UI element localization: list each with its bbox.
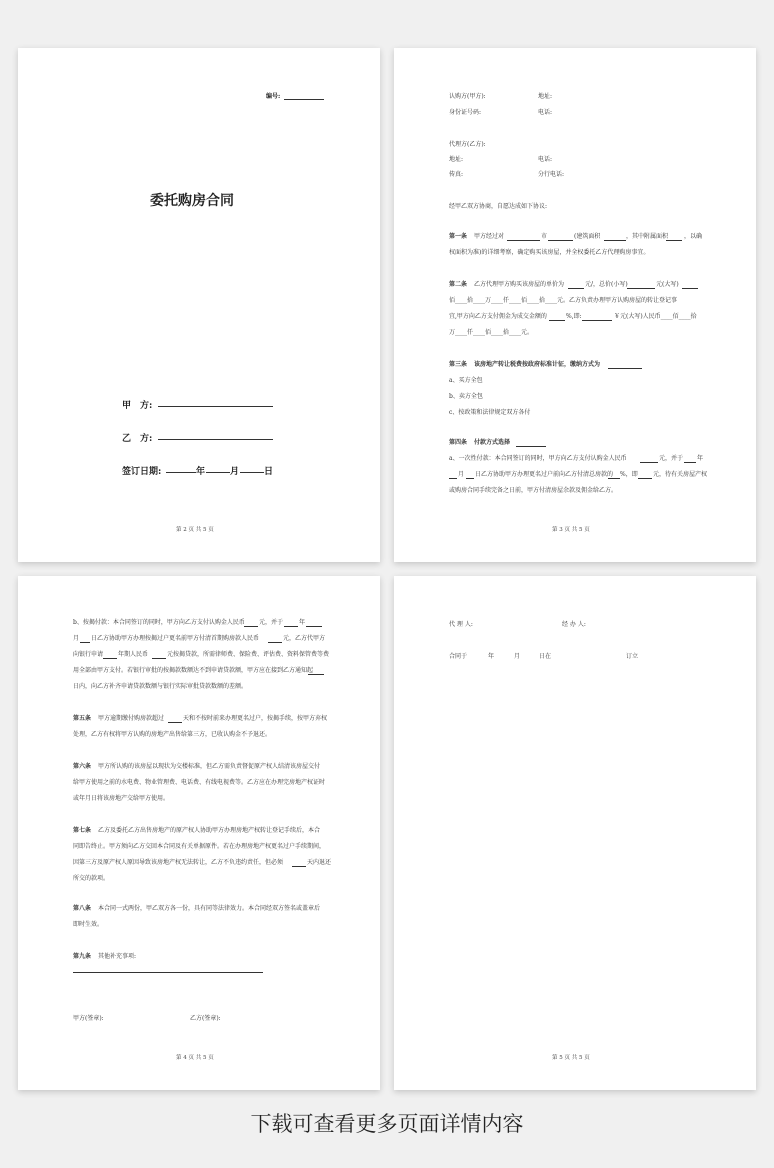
option-b-text: 年 (299, 619, 306, 626)
blank-line (284, 626, 298, 627)
buyer-address-label: 地址: (538, 93, 553, 100)
article-4-text: 日乙方协助甲方办理更名过户前向乙方付清总房款的 (475, 471, 614, 478)
blank-line (549, 320, 565, 321)
supplement-line (73, 972, 263, 973)
article-2-text: 乙方代理甲方购买该房屋的单价为 (474, 281, 565, 288)
article-7-text: 同即告终止。甲方须向乙方交回本合同及有关单据原件。若在办理房地产权更名过户手续期间， (73, 843, 326, 850)
buyer-label: 认购方(甲方): (449, 93, 486, 100)
blank-line (640, 462, 658, 463)
article-5-text: 天和不按时前来办理更名过户，按揭手续，按甲方弃权 (183, 715, 328, 722)
article-2-text: ￥元(大写)人民币____佰____拾 (614, 313, 697, 320)
buyer-phone-label: 电话: (538, 109, 553, 116)
article-8-text: 本合同一式两份，甲乙双方各一份，具有同等法律效力。本合同经双方签名或盖章后 (98, 905, 321, 912)
article-2-title: 第二条 (449, 281, 468, 288)
contract-title: 委托购房合同 (150, 193, 234, 209)
article-4-text: 或购房合同手续完备之日前，甲方付清房屋余款及佣金给乙方。 (449, 487, 618, 494)
blank-line (568, 288, 584, 289)
option-b-text: 日内，向乙方补齐申请贷款数额与银行实际审批贷款数额的差额。 (73, 683, 248, 690)
date-year: 年 (488, 653, 495, 660)
blank-line (292, 866, 306, 867)
contract-number-line (284, 99, 324, 100)
option-b-text: 元，并于 (259, 619, 284, 626)
sign-year-label: 年 (196, 467, 206, 477)
article-4-text: 元，待有关房屋产权 (653, 471, 708, 478)
blank-line (152, 658, 166, 659)
article-7-title: 第七条 (73, 827, 92, 834)
article-3-text: 该房地产转让税费按政府标准计征，缴纳方式为 (474, 361, 601, 368)
article-4-text: 月 (458, 471, 465, 478)
branch-phone-label: 分行电话: (538, 171, 565, 178)
option-b-text: 用全部由甲方支付。若银行审批的按揭款数额达不到申请贷款额，甲方应在接到乙方通知起 (73, 667, 314, 674)
article-7-text: 因第三方及原产权人原因导致该房地产权无法转让，乙方不负违约责任，但必须 (73, 859, 284, 866)
blank-line (604, 240, 626, 241)
option-b-text: 年期人民币 (118, 651, 149, 658)
party-a-label: 甲 方: (122, 401, 153, 411)
blank-line (582, 320, 612, 321)
article-9-text: 其他补充事项: (98, 953, 137, 960)
id-number-label: 身份证号码: (449, 109, 482, 116)
blank-line (306, 626, 322, 627)
article-1-title: 第一条 (449, 233, 468, 240)
article-8-title: 第八条 (73, 905, 92, 912)
article-3-option-a: a、买方全包 (449, 377, 483, 384)
blank-line (666, 240, 682, 241)
blank-line (168, 722, 182, 723)
party-b-line (158, 439, 273, 440)
fax-label: 传真: (449, 171, 464, 178)
article-3-title: 第三条 (449, 361, 468, 368)
date-prefix: 合同于 (449, 653, 468, 660)
article-8-text: 即时生效。 (73, 921, 104, 928)
page-footer: 第 3 页 共 5 页 (552, 527, 590, 533)
blank-line (80, 642, 90, 643)
page-2 (18, 48, 380, 562)
article-6-text: 或年月日将该房地产交给甲方使用。 (73, 795, 170, 802)
contract-number-label: 编号: (266, 93, 281, 100)
article-5-text: 处理，乙方有权将甲方认购的房地产出售给第三方，已收认购金不予退还。 (73, 731, 272, 738)
agent-label: 代理方(乙方): (449, 141, 486, 148)
article-4-text: 年 (697, 455, 704, 462)
article-2-text: 佰____拾____万____仟____佰____拾____元。乙方负责办理甲方认购房屋的转让登记事 (449, 297, 678, 304)
blank-line (608, 368, 642, 369)
article-5-title: 第五条 (73, 715, 92, 722)
article-1-text: (建筑面积 (574, 233, 601, 240)
page-footer: 第 2 页 共 5 页 (176, 527, 214, 533)
party-a-line (158, 406, 273, 407)
article-2-text: 宜,甲方向乙方支付佣金为成交金额的 (449, 313, 547, 320)
download-caption: 下载可查看更多页面详情内容 (250, 1112, 524, 1136)
sign-party-b: 乙方(签章): (190, 1015, 221, 1022)
page-3 (394, 48, 756, 562)
page-5 (394, 576, 756, 1090)
article-1-text: 市 (541, 233, 548, 240)
agent-phone-label: 电话: (538, 156, 553, 163)
option-b-text: 向银行申请 (73, 651, 104, 658)
article-1-text: 甲方经过对 (474, 233, 505, 240)
blank-line (627, 288, 655, 289)
article-7-text: 乙方及委托乙方出售房地产的原产权人协助甲方办理房地产权转让登记手续后，本合 (98, 827, 321, 834)
sign-day-label: 日 (264, 467, 274, 477)
option-b-text: 元按揭贷款，所需律师费、保险费、评估费、资料保管费等费 (167, 651, 330, 658)
blank-line (244, 626, 258, 627)
sign-party-a: 甲方(签章): (73, 1015, 104, 1022)
article-4-text: 付款方式选择 (474, 439, 511, 446)
blank-line (548, 240, 573, 241)
sign-month-label: 月 (230, 467, 240, 477)
blank-line (608, 478, 620, 479)
article-2-text: 元/，总价(小写) (585, 281, 628, 288)
blank-line (638, 478, 652, 479)
sign-year-line (166, 472, 196, 473)
date-day-place: 日在 (539, 653, 552, 660)
sign-month-line (206, 472, 230, 473)
blank-line (507, 240, 540, 241)
article-7-text: 所交的款项。 (73, 875, 110, 882)
article-1-text: ，其中附属面积 (626, 233, 669, 240)
article-9-title: 第九条 (73, 953, 92, 960)
intro-text: 经甲乙双方协商，自愿达成如下协议: (449, 203, 548, 210)
blank-line (449, 478, 457, 479)
article-3-option-b: b、卖方全包 (449, 393, 483, 400)
article-4-text: %，即 (620, 471, 638, 478)
blank-line (308, 674, 324, 675)
article-3-option-c: c、按政策和法律规定双方各付 (449, 409, 531, 416)
article-1-text: ，以确 (684, 233, 703, 240)
sign-date-label: 签订日期: (122, 467, 162, 477)
article-2-text: 万____仟____佰____拾____元。 (449, 329, 534, 336)
blank-line (516, 446, 546, 447)
article-4-title: 第四条 (449, 439, 468, 446)
date-signed: 订立 (626, 653, 639, 660)
blank-line (268, 642, 282, 643)
article-7-text: 天内退还 (307, 859, 332, 866)
blank-line (103, 658, 117, 659)
blank-line (682, 288, 698, 289)
article-6-text: 给甲方使用之前的水电费、物业管理费、电话费、有线电视费等。乙方应在办理完房地产权证时 (73, 779, 326, 786)
option-b-text: 日乙方协助甲方办理按揭过户更名前甲方付清首期购房款人民币 (91, 635, 260, 642)
article-2-text: %,即: (566, 313, 582, 320)
article-6-text: 甲方所认购的该房屋以现状为交楼标准，但乙方需负责督促原产权人结清该房屋交付 (98, 763, 321, 770)
article-4-text: a、一次性付款：本合同签订的同时，甲方向乙方支付认购金人民币 (449, 455, 627, 462)
option-b-text: b、按揭付款：本合同签订的同时，甲方向乙方支付认购金人民币 (73, 619, 245, 626)
article-2-text: 元(大写) (656, 281, 679, 288)
handler-signature-label: 经 办 人: (562, 621, 586, 628)
blank-line (466, 478, 474, 479)
blank-line (684, 462, 696, 463)
page-footer: 第 5 页 共 5 页 (552, 1055, 590, 1061)
party-b-label: 乙 方: (122, 434, 153, 444)
page-footer: 第 4 页 共 5 页 (176, 1055, 214, 1061)
date-month: 月 (514, 653, 521, 660)
article-5-text: 甲方逾期缴付购房款超过 (98, 715, 165, 722)
page-4 (18, 576, 380, 1090)
agent-signature-label: 代 理 人: (449, 621, 473, 628)
option-b-text: 元，乙方代甲方 (283, 635, 326, 642)
article-4-text: 元，并于 (659, 455, 684, 462)
agent-address-label: 地址: (449, 156, 464, 163)
option-b-text: 月 (73, 635, 80, 642)
article-6-title: 第六条 (73, 763, 92, 770)
sign-day-line (240, 472, 264, 473)
article-1-text: 权面积为准)的详细考察，确定购买该房屋，并全权委托乙方代理购房事宜。 (449, 249, 650, 256)
